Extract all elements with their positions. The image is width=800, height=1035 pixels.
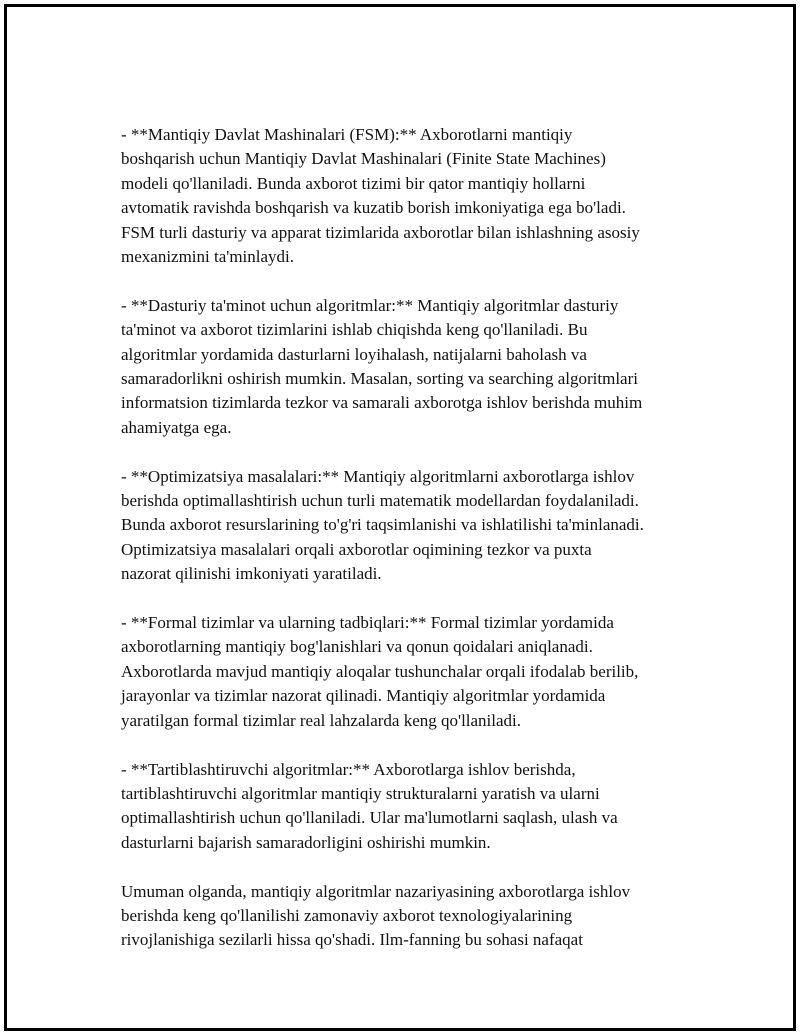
text-line: ta'minot va axborot tizimlarini ishlab chiqishda keng qo'llaniladi. Bu xyxy=(121,320,588,340)
text-line: algoritmlar yordamida dasturlarni loyihalash, natijalarni baholash va xyxy=(121,344,587,364)
text-line: Umuman olganda, mantiqiy algoritmlar nazariyasining axborotlarga ishlov xyxy=(121,881,631,901)
paragraph-software-algorithms xyxy=(121,294,701,440)
page-frame xyxy=(4,4,796,1031)
paragraph-sorting-algorithms xyxy=(121,758,701,856)
text-line: mexanizmini ta'minlaydi. xyxy=(121,247,295,267)
text-line: tartiblashtiruvchi algoritmlar mantiqiy strukturalarni yaratish va ularni xyxy=(121,783,600,803)
paragraph-conclusion xyxy=(121,880,701,953)
text-line: Bunda axborot resurslarining to'g'ri taqsimlanishi va ishlatilishi ta'minlanadi. xyxy=(121,515,644,535)
text-line: rivojlanishiga sezilarli hissa qo'shadi. Ilm-fanning bu sohasi nafaqat xyxy=(121,930,583,950)
text-line: samaradorlikni oshirish mumkin. Masalan, sorting va searching algoritmlari xyxy=(121,369,638,389)
text-line: berishda optimallashtirish uchun turli matematik modellardan foydalaniladi. xyxy=(121,491,639,511)
text-line: Optimizatsiya masalalari orqali axborotlar oqimining tezkor va puxta xyxy=(121,539,592,559)
text-line: dasturlarni bajarish samaradorligini oshirishi mumkin. xyxy=(121,832,491,852)
text-line: - **Formal tizimlar va ularning tadbiqlari:** Formal tizimlar yordamida xyxy=(121,613,614,633)
paragraph-fsm xyxy=(121,123,701,269)
text-line: boshqarish uchun Mantiqiy Davlat Mashinalari (Finite State Machines) xyxy=(121,149,606,169)
text-line: Axborotlarda mavjud mantiqiy aloqalar tushunchalar orqali ifodalab berilib, xyxy=(121,661,639,681)
text-line: axborotlarning mantiqiy bog'lanishlari va qonun qoidalari aniqlanadi. xyxy=(121,637,593,657)
text-line: - **Optimizatsiya masalalari:** Mantiqiy algoritmlarni axborotlarga ishlov xyxy=(121,466,635,486)
text-line: ahamiyatga ega. xyxy=(121,417,232,437)
paragraph-optimization xyxy=(121,465,701,587)
text-line: avtomatik ravishda boshqarish va kuzatib borish imkoniyatiga ega bo'ladi. xyxy=(121,198,626,218)
document-body xyxy=(121,123,701,977)
text-line: - **Mantiqiy Davlat Mashinalari (FSM):** Axborotlarni mantiqiy xyxy=(121,125,573,144)
text-line: nazorat qilinishi imkoniyati yaratiladi. xyxy=(121,564,382,584)
paragraph-formal-systems xyxy=(121,611,701,733)
text-line: modeli qo'llaniladi. Bunda axborot tizimi bir qator mantiqiy hollarni xyxy=(121,173,586,193)
text-line: jarayonlar va tizimlar nazorat qilinadi. Mantiqiy algoritmlar yordamida xyxy=(121,686,606,706)
text-line: FSM turli dasturiy va apparat tizimlarida axborotlar bilan ishlashning asosiy xyxy=(121,222,640,242)
text-line: - **Dasturiy ta'minot uchun algoritmlar:** Mantiqiy algoritmlar dasturiy xyxy=(121,295,619,315)
text-line: berishda keng qo'llanilishi zamonaviy axborot texnologiyalarining xyxy=(121,905,573,925)
text-line: optimallashtirish uchun qo'llaniladi. Ular ma'lumotlarni saqlash, ulash va xyxy=(121,808,618,828)
text-line: informatsion tizimlarda tezkor va samarali axborotga ishlov berishda muhim xyxy=(121,393,643,413)
text-line: yaratilgan formal tizimlar real lahzalarda keng qo'llaniladi. xyxy=(121,710,522,730)
text-line: - **Tartiblashtiruvchi algoritmlar:** Axborotlarga ishlov berishda, xyxy=(121,759,576,779)
